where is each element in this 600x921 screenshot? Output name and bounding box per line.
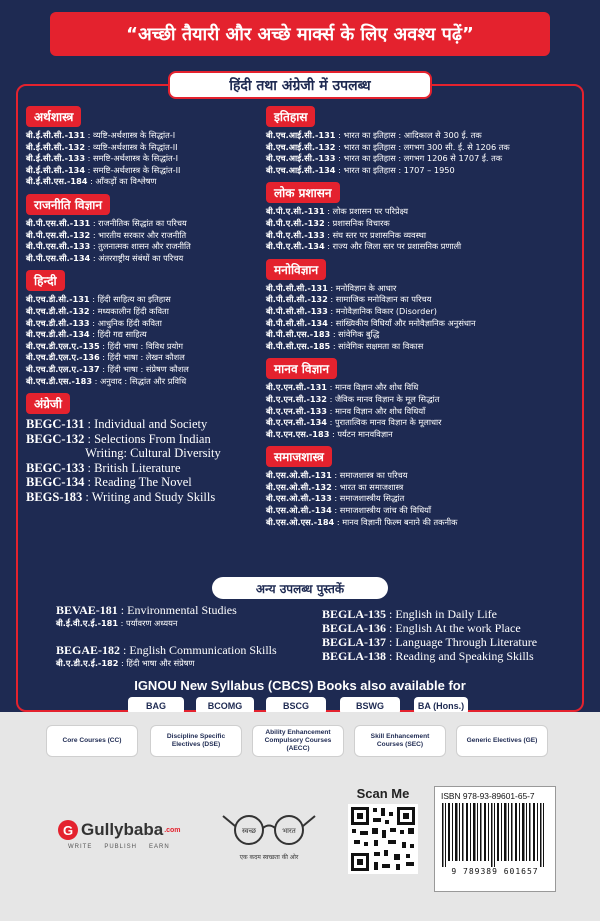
isbn-number: 9 789389 601657 <box>451 867 539 876</box>
section-title: समाजशास्त्र <box>266 446 332 467</box>
barcode-icon <box>440 803 550 867</box>
book-line: BEGLA-135 : English in Daily Life <box>322 607 497 621</box>
section-economics <box>26 106 276 188</box>
book-line: BEGAE-182 : English Communication Skills <box>56 643 277 657</box>
section-sociology <box>266 446 576 528</box>
section-title: इतिहास <box>266 106 315 127</box>
course-line: BEGC-133 : British Literature <box>26 460 181 475</box>
course-line: बी.एच.डी.एल.ए.-135 : हिंदी भाषा : विविध प्रयोग <box>26 340 183 351</box>
other-books-left <box>56 603 277 669</box>
swachh-tagline: एक कदम स्वच्छता की ओर <box>239 854 299 861</box>
section-english <box>26 393 276 505</box>
course-line: बी.एस.ओ.सी.-133 : समाजशास्त्रीय सिद्धांत <box>266 493 405 504</box>
course-line: बी.एस.ओ.सी.-134 : समाजशास्त्रीय जांच की विधियाँ <box>266 505 431 516</box>
course-line: बी.एस.ओ.सी.-132 : भारत का समाजशास्त्र <box>266 481 404 492</box>
book-line: BEVAE-181 : Environmental Studies <box>56 603 237 617</box>
gullybaba-g-icon: G <box>58 820 78 840</box>
ignou-note: IGNOU New Syllabus (CBCS) Books also available for <box>134 678 466 693</box>
header-banner: “अच्छी तैयारी और अच्छे मार्क्स के लिए अवश्य पढ़ें” <box>50 12 550 56</box>
course-line: बी.ई.सी.सी.-134 : समष्टि-अर्थशास्त्र के सिद्धांत-II <box>26 164 181 175</box>
section-anthropology <box>266 358 576 440</box>
course-line: बी.एच.आई.सी.-134 : भारत का इतिहास : 1707 – 1950 <box>266 164 455 175</box>
course-line: बी.ई.सी.सी.-133 : समष्टि-अर्थशास्त्र के सिद्धांत-I <box>26 153 179 164</box>
course-line: BEGC-134 : Reading The Novel <box>26 475 192 490</box>
right-column <box>266 106 576 534</box>
swachh-bharat-logo <box>214 812 324 861</box>
course-type-card: Core Courses (CC) <box>46 725 138 757</box>
course-line: बी.पी.सी.सी.-134 : सांख्यिकीय विधियाँ और मनोवैज्ञानिक अनुसंधान <box>266 317 476 328</box>
course-type-card: Ability Enhancement Compulsory Courses (AECC) <box>252 725 344 757</box>
availability-label: हिंदी तथा अंग्रेजी में उपलब्ध <box>168 71 432 99</box>
section-title: अंग्रेजी <box>26 393 70 414</box>
section-title: हिन्दी <box>26 270 65 291</box>
program-pill: BAG <box>128 697 184 715</box>
course-line: बी.एस.ओ.एस.-184 : मानव विज्ञानी फिल्म बनाने की तकनीक <box>266 516 458 527</box>
book-line: BEGLA-138 : Reading and Speaking Skills <box>322 649 534 663</box>
swachh-left-text: स्वच्छ <box>241 827 257 835</box>
course-line: बी.पी.ए.सी.-132 : प्रशासनिक विचारक <box>266 217 390 228</box>
course-line: बी.पी.ए.सी.-131 : लोक प्रशासन पर परिप्रेक्ष्य <box>266 206 409 217</box>
course-line: बी.एच.आई.सी.-131 : भारत का इतिहास : आदिकाल से 300 ई. तक <box>266 130 482 140</box>
course-line: बी.एच.डी.सी.-134 : हिंदी गद्य साहित्य <box>26 329 147 340</box>
course-line: बी.ए.एन.सी.-132 : जैविक मानव विज्ञान के मूल सिद्धांत <box>266 393 440 404</box>
other-books-right <box>322 607 537 663</box>
scan-me-label: Scan Me <box>356 786 410 801</box>
isbn-barcode <box>434 786 556 892</box>
course-line: बी.ए.एन.सी.-131 : मानव विज्ञान और शोध विधि <box>266 382 419 393</box>
course-line: BEGC-131 : Individual and Society <box>26 417 208 432</box>
swachh-right-text: भारत <box>282 827 296 835</box>
qr-code-icon <box>348 804 418 874</box>
course-line: बी.पी.एस.सी.-133 : तुलनात्मक शासन और राजनीति <box>26 241 191 252</box>
course-line: बी.एच.डी.सी.-132 : मध्यकालीन हिंदी कविता <box>26 305 169 316</box>
program-pill: BSWG <box>340 697 400 715</box>
program-pill: BCOMG <box>196 697 254 715</box>
section-title: मनोविज्ञान <box>266 259 326 280</box>
section-history <box>266 106 576 176</box>
course-line: बी.ई.सी.एस.-184 : आँकड़ों का विश्लेषण <box>26 176 157 187</box>
brand-dotcom: .com <box>164 826 181 834</box>
book-line: BEGLA-136 : English At the work Place <box>322 621 521 635</box>
course-line: बी.ए.एन.सी.-133 : मानव विज्ञान और शोध विधियाँ <box>266 405 426 416</box>
course-line: BEGC-132 : Selections From Indian <box>26 431 211 446</box>
course-line: बी.पी.सी.एस.-183 : सांवेगिक बुद्धि <box>266 329 380 340</box>
course-type-card: Skill Enhancement Courses (SEC) <box>354 725 446 757</box>
course-type-card: Generic Electives (GE) <box>456 725 548 757</box>
section-psychology <box>266 259 576 353</box>
course-line: बी.एच.डी.एल.ए.-136 : हिंदी भाषा : लेखन कौशल <box>26 352 185 363</box>
course-line: बी.एच.आई.सी.-133 : भारत का इतिहास : लगभग 1206 से 1707 ई. तक <box>266 153 503 164</box>
other-books-title: अन्य उपलब्ध पुस्तकें <box>212 577 388 599</box>
brand-logo <box>58 820 181 850</box>
course-line: बी.एच.आई.सी.-132 : भारत का इतिहास : लगभग 300 सी. ई. से 1206 तक <box>266 141 510 152</box>
course-line: बी.एच.डी.एल.ए.-137 : हिंदी भाषा : संप्रेषण कौशल <box>26 363 189 374</box>
book-line-hindi: बी.ए.डी.ए.ई.-182 : हिंदी भाषा और संप्रेषण <box>56 658 195 668</box>
brand-tagline: WRITE PUBLISH EARN <box>68 844 170 850</box>
program-pill: BSCG <box>266 697 326 715</box>
book-line-hindi: बी.ई.वी.ए.ई.-181 : पर्यावरण अध्ययन <box>56 618 178 628</box>
course-line: बी.एच.डी.सी.-133 : आधुनिक हिंदी कविता <box>26 317 162 328</box>
course-line: बी.पी.सी.सी.-132 : सामाजिक मनोविज्ञान का परिचय <box>266 294 432 305</box>
program-pill: BA (Hons.) <box>414 697 468 715</box>
brand-name: Gullybaba <box>81 820 164 839</box>
course-line: बी.एच.डी.एस.-183 : अनुवाद : सिद्धांत और प्रविधि <box>26 375 187 386</box>
scan-me-block <box>346 786 420 878</box>
course-line: Writing: Cultural Diversity <box>26 446 221 461</box>
course-type-card: Discipline Specific Electives (DSE) <box>150 725 242 757</box>
course-line: बी.ई.सी.सी.-131 : व्यष्टि-अर्थशास्त्र के सिद्धांत-I <box>26 130 176 140</box>
section-political-science <box>26 194 276 264</box>
course-line: बी.ए.एन.सी.-134 : पुरातात्विक मानव विज्ञान के मूलाधार <box>266 417 442 428</box>
spectacles-icon <box>219 812 319 846</box>
course-line: बी.पी.सी.सी.-133 : मनोवैज्ञानिक विकार (Disorder) <box>266 305 437 316</box>
course-line: बी.ए.एन.एस.-183 : पर्यटन मानवविज्ञान <box>266 428 393 439</box>
isbn-label: ISBN 978-93-89601-65-7 <box>441 791 535 801</box>
section-title: मानव विज्ञान <box>266 358 337 379</box>
course-line: बी.पी.सी.एस.-185 : सांवेगिक सक्षमता का विकास <box>266 340 424 351</box>
section-public-administration <box>266 182 576 252</box>
course-line: बी.एच.डी.सी.-131 : हिंदी साहित्य का इतिहास <box>26 294 171 305</box>
section-title: राजनीति विज्ञान <box>26 194 110 215</box>
course-line: बी.एस.ओ.सी.-131 : समाजशास्त्र का परिचय <box>266 470 408 481</box>
section-title: अर्थशास्त्र <box>26 106 81 127</box>
left-column <box>26 106 276 511</box>
course-line: बी.पी.ए.सी.-134 : राज्य और जिला स्तर पर प्रशासनिक प्रणाली <box>266 241 462 252</box>
course-line: बी.पी.सी.सी.-131 : मनोविज्ञान के आधार <box>266 282 397 293</box>
course-line: बी.पी.एस.सी.-132 : भारतीय सरकार और राजनीति <box>26 229 187 240</box>
course-line: बी.पी.ए.सी.-133 : संघ स्तर पर प्रशासनिक व्यवस्था <box>266 229 426 240</box>
book-line: BEGLA-137 : Language Through Literature <box>322 635 538 649</box>
course-line: बी.पी.एस.सी.-131 : राजनीतिक सिद्धांत का परिचय <box>26 217 187 228</box>
section-title: लोक प्रशासन <box>266 182 340 203</box>
section-hindi <box>26 270 276 387</box>
course-line: BEGS-183 : Writing and Study Skills <box>26 490 216 505</box>
course-line: बी.पी.एस.सी.-134 : अंतरराष्ट्रीय संबंधों का परिचय <box>26 252 184 263</box>
course-line: बी.ई.सी.सी.-132 : व्यष्टि-अर्थशास्त्र के सिद्धांत-II <box>26 141 178 152</box>
